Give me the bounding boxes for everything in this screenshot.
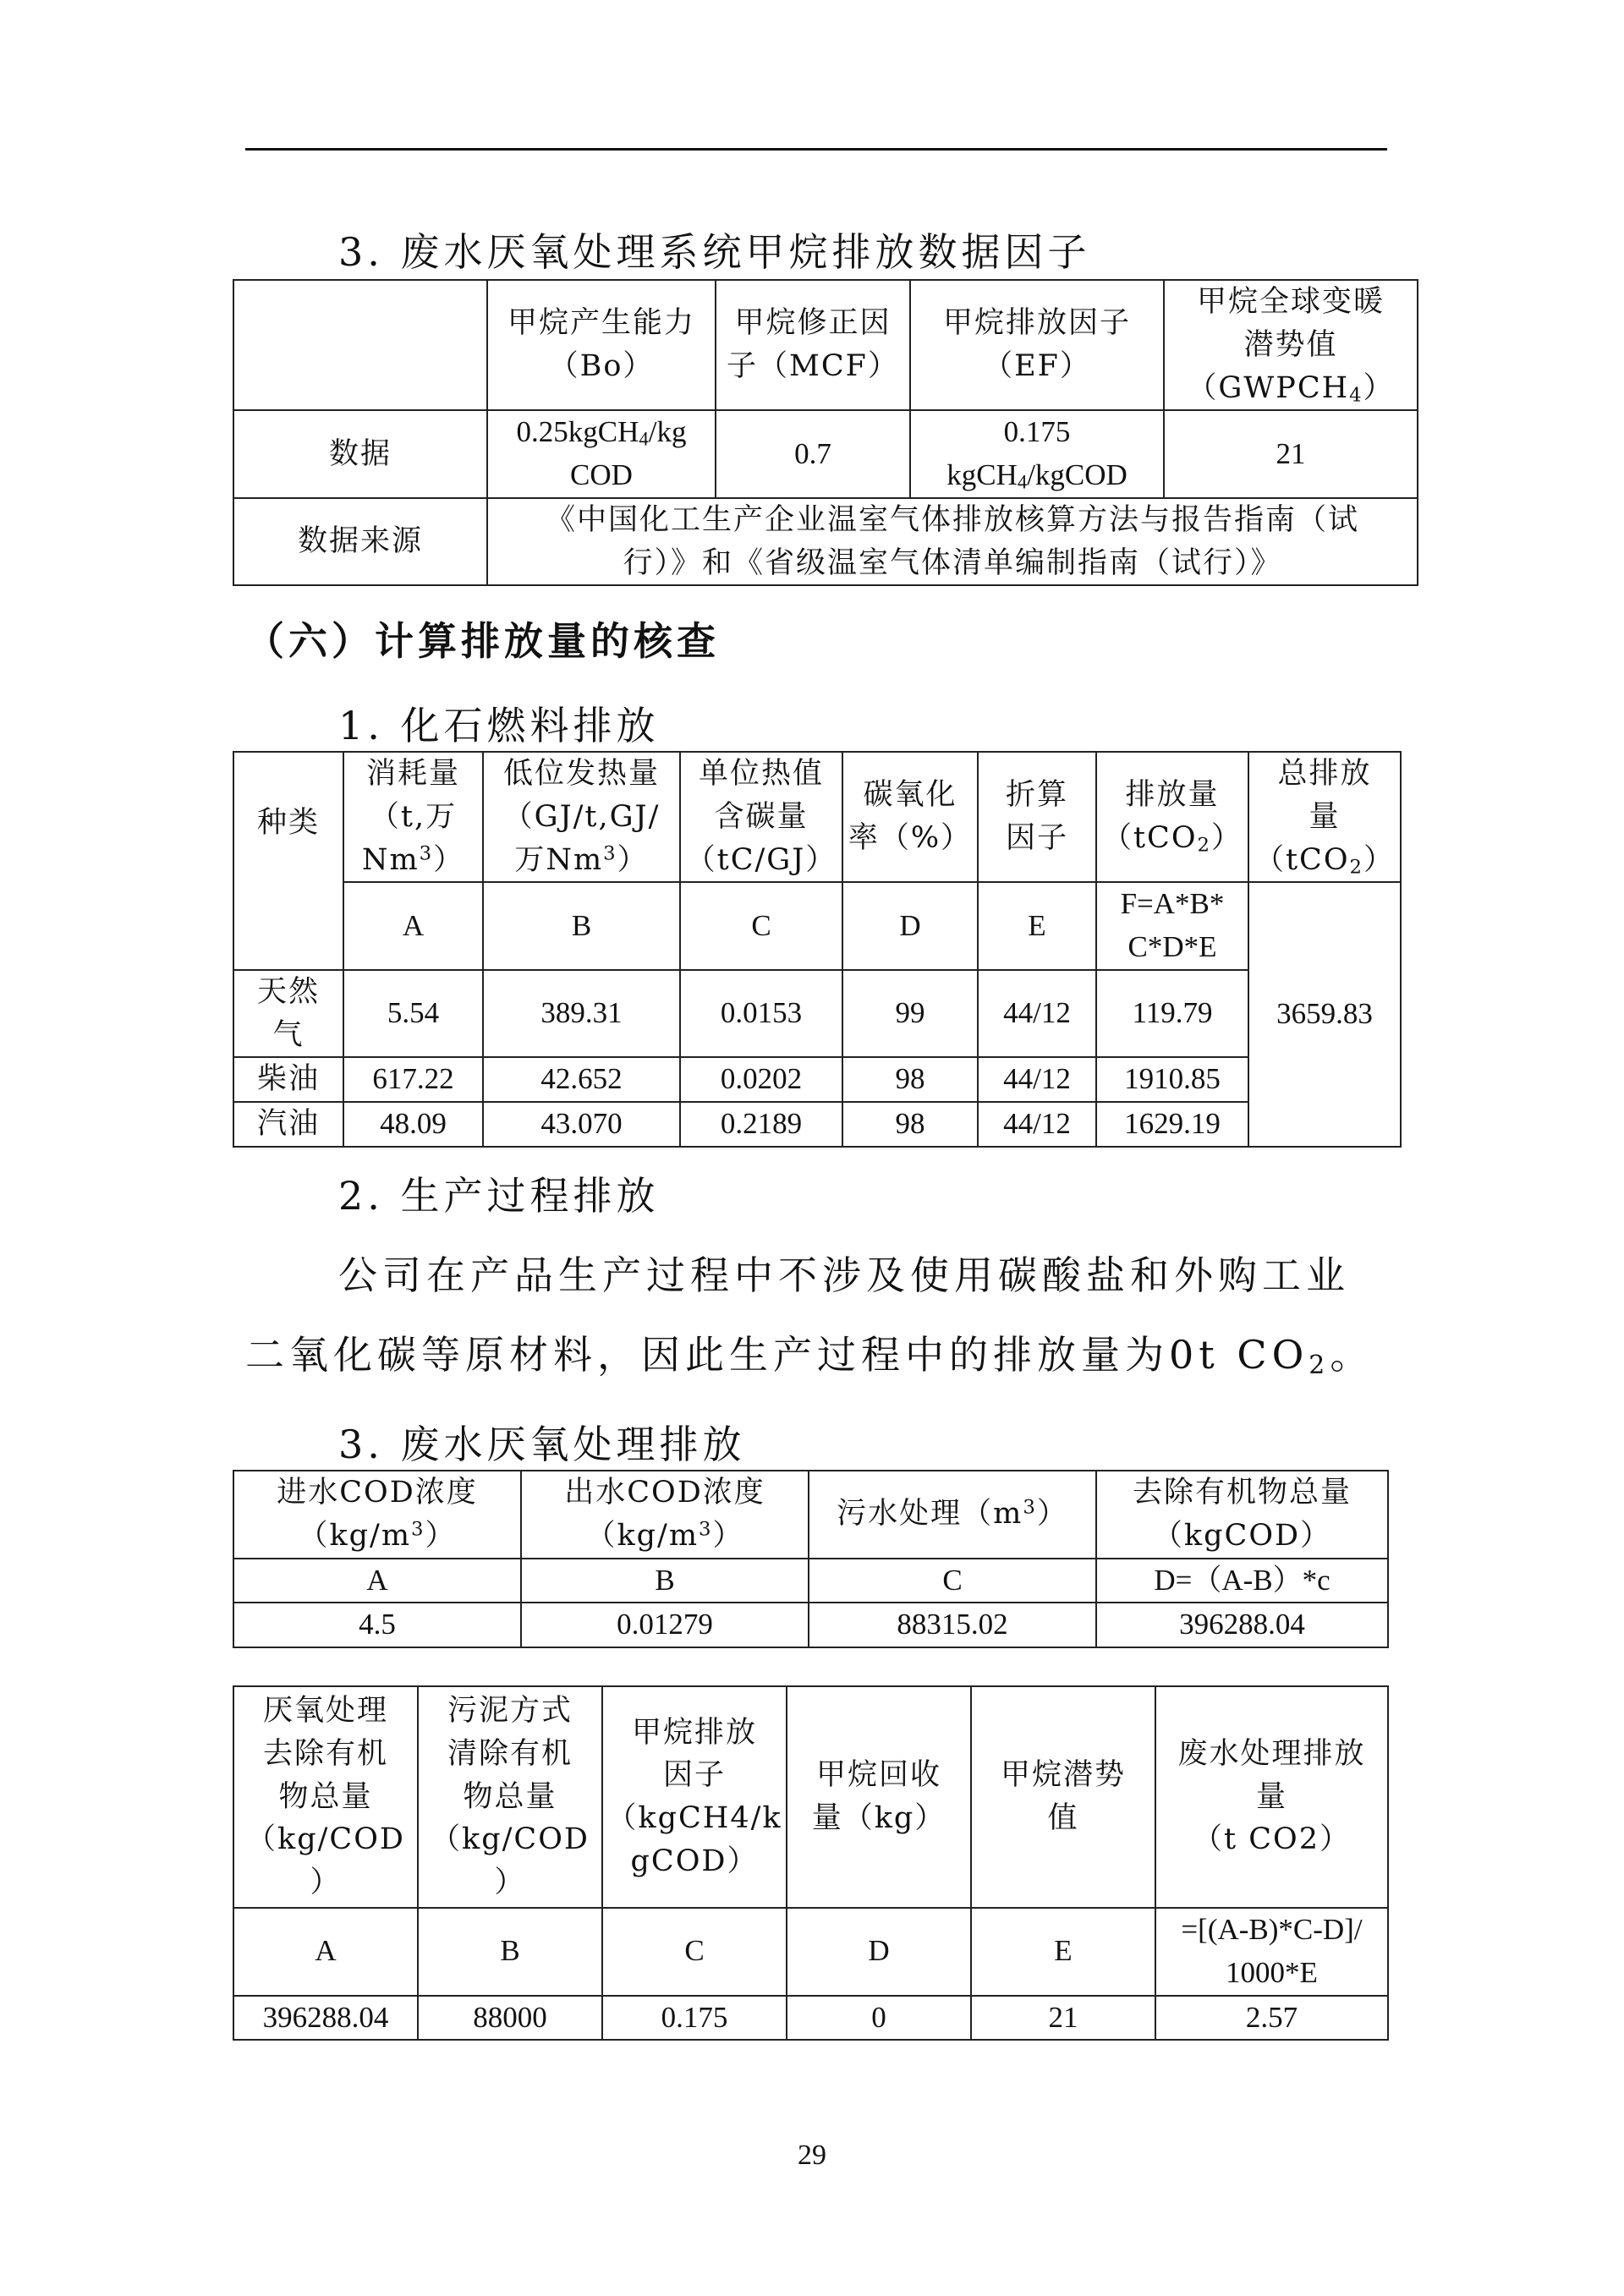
row-label: 数据 (233, 410, 487, 498)
letter-cell: C (809, 1559, 1096, 1603)
letter-cell: D=（A-B）*c (1096, 1559, 1388, 1603)
data-cell: 0.0202 (680, 1057, 842, 1102)
page-number: 29 (798, 2140, 826, 2171)
header-cell: 出水COD浓度 $(kg/m^3)$ (521, 1471, 809, 1559)
data-cell: 48.09 (343, 1102, 483, 1147)
row-label: 天然 气 (233, 970, 343, 1058)
header-cell: 甲烷排放因子 （EF） (910, 280, 1164, 410)
header-cell: 低位发热量 （GJ/t,GJ/ 万Nm$^3$） (483, 752, 680, 882)
section-title: 3. 废水厌氧处理系统甲烷排放数据因子 (338, 229, 1091, 275)
header-cell: 碳氧化 率（%） (842, 752, 978, 882)
data-cell: 1629.19 (1096, 1102, 1248, 1147)
data-cell: 0.0153 (680, 970, 842, 1058)
data-cell: 98 (842, 1102, 978, 1147)
letter-cell: D (842, 882, 978, 970)
header-cell: 种类 (233, 752, 343, 970)
letter-cell: A (233, 1559, 521, 1603)
data-cell: 42.652 (483, 1057, 680, 1102)
data-cell: 21 (971, 1996, 1155, 2041)
data-cell: 0.175 kgCH$_4$/kgCOD (910, 410, 1164, 498)
subsection-title: 3. 废水厌氧处理排放 (338, 1422, 746, 1467)
data-cell: 44/12 (978, 970, 1096, 1058)
row-label: 柴油 (233, 1057, 343, 1102)
header-cell: 甲烷回收 量（kg） (787, 1686, 971, 1908)
data-cell: 396288.04 (1096, 1603, 1388, 1647)
subsection-title: 2. 生产过程排放 (338, 1173, 660, 1219)
fossil-fuel-table (233, 751, 1402, 1148)
data-cell: 4.5 (233, 1603, 521, 1647)
data-cell: 389.31 (483, 970, 680, 1058)
header-cell: 单位热值 含碳量 （tC/GJ） (680, 752, 842, 882)
letter-cell: E (971, 1908, 1155, 1996)
letter-cell: F=A*B* C*D*E (1096, 882, 1248, 970)
letter-cell: D (787, 1908, 971, 1996)
header-cell: 折算 因子 (978, 752, 1096, 882)
header-rule (245, 148, 1387, 151)
letter-cell: C (602, 1908, 787, 1996)
header-cell: 总排放 量 （tCO$_2$） (1248, 752, 1401, 882)
data-cell: 0 (787, 1996, 971, 2041)
data-cell: 119.79 (1096, 970, 1248, 1058)
methane-factor-table (233, 279, 1418, 586)
data-cell: 21 (1164, 410, 1418, 498)
paragraph-line: 公司在产品生产过程中不涉及使用碳酸盐和外购工业 (338, 1252, 1350, 1298)
header-cell: 甲烷修正因 子（MCF） (716, 280, 910, 410)
data-cell: 44/12 (978, 1102, 1096, 1147)
data-cell: 0.01279 (521, 1603, 809, 1647)
letter-cell: B (483, 882, 680, 970)
data-cell: 0.2189 (680, 1102, 842, 1147)
header-cell: 去除有机物总量 （kgCOD） (1096, 1471, 1388, 1559)
data-cell: 98 (842, 1057, 978, 1102)
cod-removal-table (233, 1470, 1389, 1648)
header-cell: 甲烷潜势 值 (971, 1686, 1155, 1908)
data-cell: 99 (842, 970, 978, 1058)
data-cell: 0.175 (602, 1996, 787, 2041)
table-cell-empty (233, 280, 487, 410)
header-cell: 甲烷产生能力 （Bo） (487, 280, 716, 410)
letter-cell: A (233, 1908, 418, 1996)
data-cell: 396288.04 (233, 1996, 418, 2041)
data-cell: 88315.02 (809, 1603, 1096, 1647)
letter-cell: =[(A-B)*C-D]/ 1000*E (1155, 1908, 1388, 1996)
letter-cell: C (680, 882, 842, 970)
header-cell: 厌氧处理 去除有机 物总量 （kg/COD ） (233, 1686, 418, 1908)
total-cell: 3659.83 (1248, 882, 1401, 1147)
subsection-title: 1. 化石燃料排放 (338, 703, 660, 748)
data-cell: 0.25kgCH$_4$/kg COD (487, 410, 716, 498)
row-label: 数据来源 (233, 498, 487, 586)
section-heading: （六）计算排放量的核查 (245, 618, 720, 664)
header-cell: 消耗量 （t,万 Nm$^3$） (343, 752, 483, 882)
data-cell: 5.54 (343, 970, 483, 1058)
source-cell: 《中国化工生产企业温室气体排放核算方法与报告指南（试 行）》和《省级温室气体清单编制指南（试行）》 (487, 498, 1418, 586)
letter-cell: B (521, 1559, 809, 1603)
header-cell: 污水处理$(m^3)$ (809, 1471, 1096, 1559)
data-cell: 1910.85 (1096, 1057, 1248, 1102)
header-cell: 甲烷全球变暖 潜势值 $(GWPCH_4)$ (1164, 280, 1418, 410)
data-cell: 617.22 (343, 1057, 483, 1102)
letter-cell: B (418, 1908, 602, 1996)
header-cell: 甲烷排放 因子 （kgCH4/k gCOD） (602, 1686, 787, 1908)
header-cell: 废水处理排放 量 （t CO2） (1155, 1686, 1388, 1908)
data-cell: 2.57 (1155, 1996, 1388, 2041)
row-label: 汽油 (233, 1102, 343, 1147)
header-cell: 污泥方式 清除有机 物总量 （kg/COD ） (418, 1686, 602, 1908)
wastewater-emission-table (233, 1685, 1389, 2041)
letter-cell: E (978, 882, 1096, 970)
data-cell: 88000 (418, 1996, 602, 2041)
paragraph-line: 二氧化碳等原材料，因此生产过程中的排放量为0t $CO_2$。 (245, 1332, 1374, 1380)
header-cell: 进水COD浓度 $(kg/m^3)$ (233, 1471, 521, 1559)
data-cell: 43.070 (483, 1102, 680, 1147)
data-cell: 0.7 (716, 410, 910, 498)
header-cell: 排放量 （tCO$_2$） (1096, 752, 1248, 882)
letter-cell: A (343, 882, 483, 970)
data-cell: 44/12 (978, 1057, 1096, 1102)
